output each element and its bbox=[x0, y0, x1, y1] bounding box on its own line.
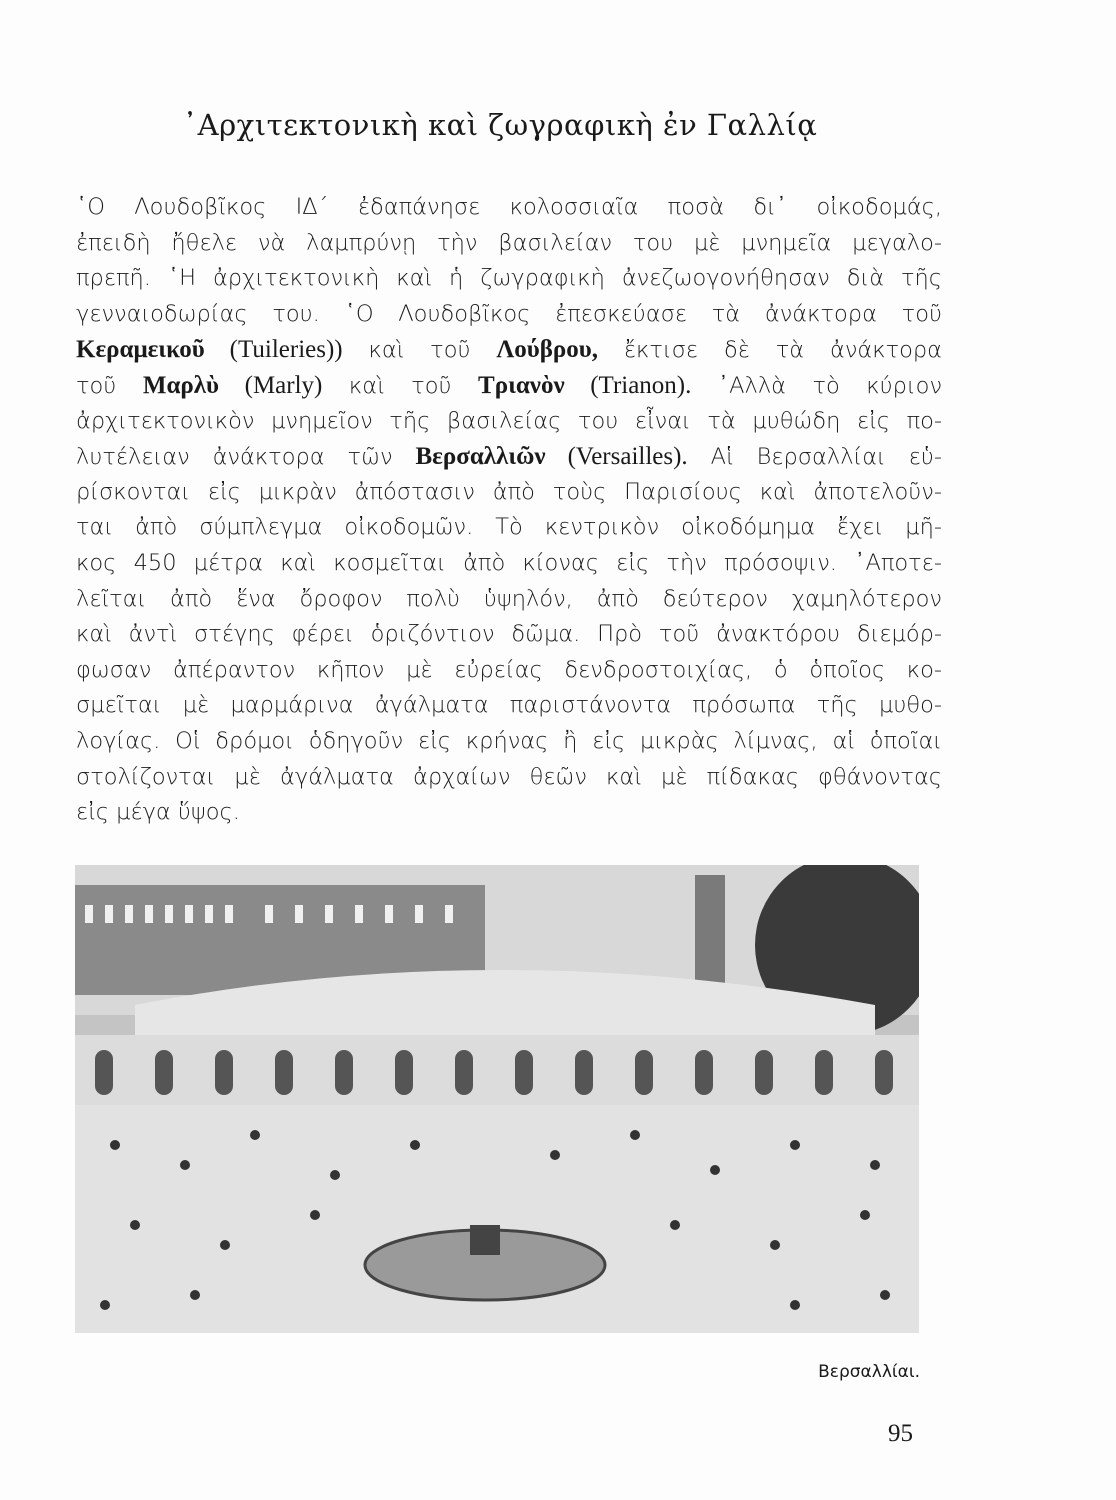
text-line bbox=[76, 582, 942, 618]
text-segment: Αἱ Βερσαλλίαι εὑ- bbox=[687, 444, 943, 471]
versailles-engraving-image bbox=[75, 865, 919, 1333]
text-segment: λεῖται ἀπὸ ἕνα ὄροφον πολὺ ὑψηλόν, ἀπὸ δεύτερον χαμηλότερον bbox=[76, 585, 942, 612]
text-line bbox=[76, 226, 942, 262]
text-line bbox=[76, 653, 942, 689]
text-line bbox=[76, 617, 942, 653]
text-segment: (Tuileries)) bbox=[204, 336, 343, 364]
text-line bbox=[76, 368, 942, 404]
page-title: ᾿Αρχιτεκτονικὴ καὶ ζωγραφικὴ ἐν Γαλλίᾳ bbox=[182, 108, 818, 142]
text-segment: εἰς μέγα ὕψος. bbox=[76, 799, 240, 826]
text-line bbox=[76, 510, 942, 546]
text-segment: στολίζονται μὲ ἀγάλματα ἀρχαίων θεῶν καὶ μὲ πίδακας φθάνοντας bbox=[76, 763, 942, 790]
text-segment: γενναιοδωρίας του. ῾Ο Λουδοβῖκος ἐπεσκεύασε τὰ ἀνάκτορα τοῦ bbox=[76, 300, 942, 327]
text-segment: φωσαν ἀπέραντον κῆπον μὲ εὐρείας δενδροστοιχίας, ὁ ὁποῖος κο- bbox=[76, 656, 942, 683]
bold-term: Λούβρου, bbox=[496, 336, 599, 364]
text-segment: σμεῖται μὲ μαρμάρινα ἀγάλματα παριστάνοντα πρόσωπα τῆς μυθο- bbox=[76, 692, 942, 719]
text-segment: ᾿Αλλὰ τὸ κύριον bbox=[691, 372, 943, 399]
text-segment: τοῦ bbox=[76, 372, 143, 399]
text-line bbox=[76, 297, 942, 333]
bold-term: Κεραμεικοῦ bbox=[76, 336, 205, 364]
text-line bbox=[76, 760, 942, 796]
text-line bbox=[76, 190, 942, 226]
text-segment: ἐπειδὴ ἤθελε νὰ λαμπρύνῃ τὴν βασιλείαν του μὲ μνημεῖα μεγαλο- bbox=[76, 229, 942, 256]
text-segment: κος 450 μέτρα καὶ κοσμεῖται ἀπὸ κίονας εἰς τὴν πρόσοψιν. ᾿Αποτε- bbox=[76, 549, 942, 576]
text-line bbox=[76, 724, 942, 760]
text-segment: λογίας. Οἱ δρόμοι ὁδηγοῦν εἰς κρήνας ἢ εἰς μικρὰς λίμνας, αἱ ὁποῖαι bbox=[76, 727, 942, 754]
text-segment: ρίσκονται εἰς μικρὰν ἀπόστασιν ἀπὸ τοὺς Παρισίους καὶ ἀποτελοῦν- bbox=[76, 478, 942, 505]
engraving-illustration bbox=[75, 865, 919, 1333]
text-line bbox=[76, 439, 942, 475]
figure-caption: Βερσαλλίαι. bbox=[818, 1362, 920, 1382]
bold-term: Τριανὸν bbox=[478, 371, 565, 399]
text-line bbox=[76, 261, 942, 297]
bold-term: Βερσαλλιῶν bbox=[415, 443, 546, 471]
text-line bbox=[76, 332, 942, 368]
text-segment: καὶ τοῦ bbox=[322, 372, 479, 399]
bold-term: Μαρλὺ bbox=[142, 371, 220, 399]
text-line bbox=[76, 404, 942, 440]
text-segment: λυτέλειαν ἀνάκτορα τῶν bbox=[76, 444, 416, 471]
text-segment: ἔκτισε δὲ τὰ ἀνάκτορα bbox=[598, 337, 942, 364]
body-paragraph bbox=[76, 190, 942, 831]
text-segment: πρεπῆ. ῾Η ἀρχιτεκτονικὴ καὶ ἡ ζωγραφικὴ ἀνεζωογονήθησαν διὰ τῆς bbox=[76, 265, 942, 292]
text-segment: ται ἀπὸ σύμπλεγμα οἰκοδομῶν. Τὸ κεντρικὸν οἰκοδόμημα ἔχει μῆ- bbox=[76, 514, 942, 541]
text-segment: (Trianon). bbox=[564, 371, 692, 399]
text-segment: (Marly) bbox=[219, 371, 323, 399]
text-segment: (Versailles). bbox=[545, 443, 688, 471]
text-segment: ῾Ο Λουδοβῖκος ΙΔ΄ ἐδαπάνησε κολοσσιαῖα ποσὰ δι᾿ οἰκοδομάς, bbox=[76, 194, 942, 220]
page-number: 95 bbox=[888, 1420, 913, 1447]
text-line bbox=[76, 546, 942, 582]
text-segment: καὶ τοῦ bbox=[342, 337, 497, 364]
text-line bbox=[76, 688, 942, 724]
text-line bbox=[76, 795, 942, 831]
text-segment: καὶ ἀντὶ στέγης φέρει ὁριζόντιον δῶμα. Πρὸ τοῦ ἀνακτόρου διεμόρ- bbox=[76, 621, 942, 648]
text-line bbox=[76, 475, 942, 511]
text-segment: ἀρχιτεκτονικὸν μνημεῖον τῆς βασιλείας του εἶναι τὰ μυθώδη εἰς πο- bbox=[76, 407, 942, 434]
